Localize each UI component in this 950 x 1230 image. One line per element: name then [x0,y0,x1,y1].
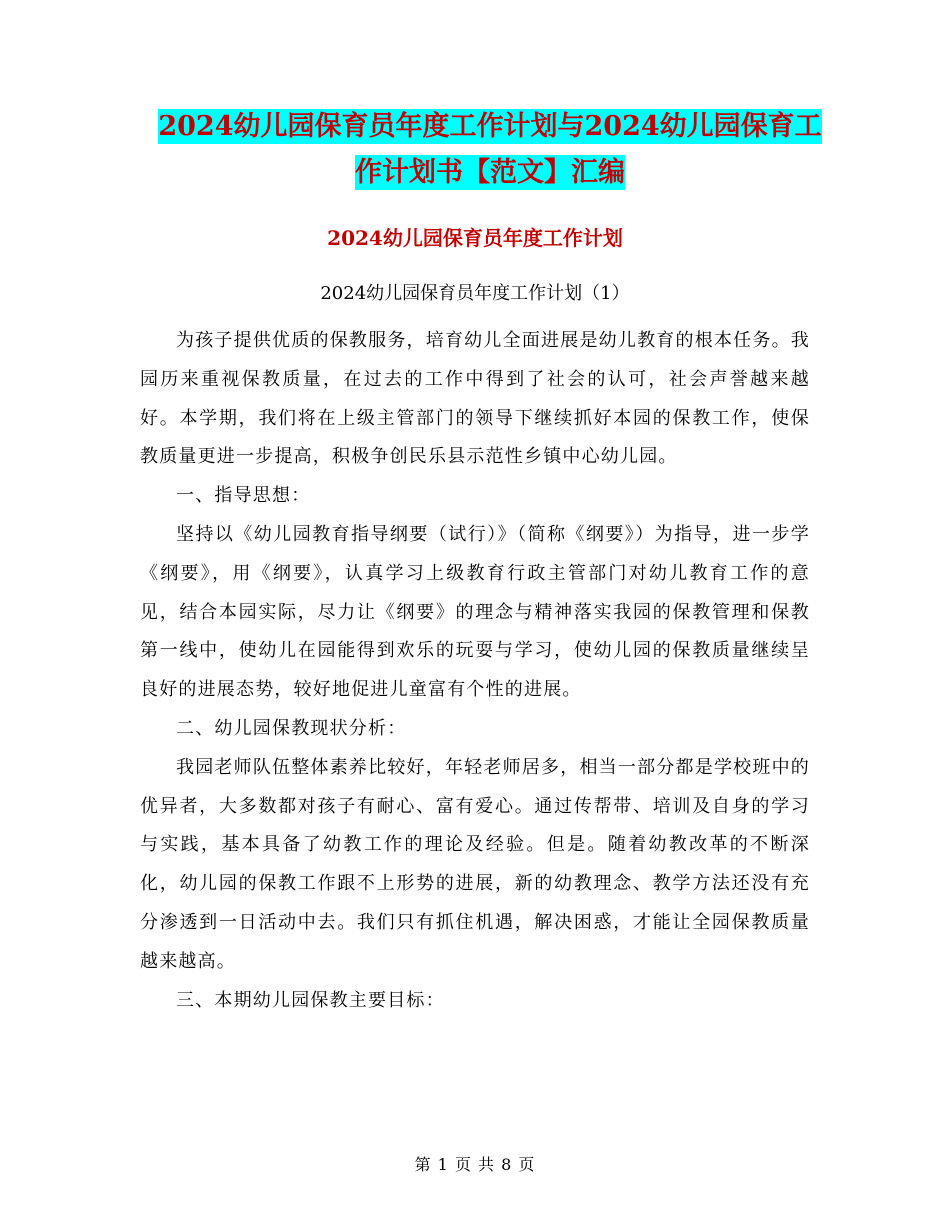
document-title [140,104,840,196]
heading-main-goals: 三、本期幼儿园保教主要目标： [176,989,445,1011]
body-text [140,322,810,1020]
document-title-line-1: 2024幼儿园保育员年度工作计划与2024幼儿园保育工 [158,111,822,142]
heading-guiding-thought: 一、指导思想： [176,485,311,507]
paragraph-intro: 为孩子提供优质的保教服务，培育幼儿全面进展是幼儿教育的根本任务。我园历来重视保教质量，在过去的工作中得到了社会的认可，社会声誉越来越好。本学期，我们将在上级主管部门的领导下继续抓好本园的保教工作，使保教质量更进一步提高，积极争创民乐县示范性乡镇中心幼儿园。 [140,330,810,468]
document-title-line-2: 作计划书【范文】汇编 [355,157,625,188]
paragraph-guiding-thought: 坚持以《幼儿园教育指导纲要（试行）》（简称《纲要》）为指导，进一步学《纲要》，用《纲要》，认真学习上级教育行政主管部门对幼儿教育工作的意见，结合本园实际，尽力让《纲要》的理念与精神落实我园的保教管理和保教第一线中，使幼儿在园能得到欢乐的玩耍与学习，使幼儿园的保教质量继续呈良好的进展态势，较好地促进儿童富有个性的进展。 [140,523,810,701]
page-footer: 第 1 页 共 8 页 [414,1155,536,1174]
sub-title: 2024幼儿园保育员年度工作计划（1） [320,283,630,304]
section-title: 2024幼儿园保育员年度工作计划 [327,226,623,250]
paragraph-status-analysis: 我园老师队伍整体素养比较好，年轻老师居多，相当一部分都是学校班中的优异者，大多数都对孩子有耐心、富有爱心。通过传帮带、培训及自身的学习与实践，基本具备了幼教工作的理论及经验。但是。随着幼教改革的不断深化，幼儿园的保教工作跟不上形势的进展，新的幼教理念、教学方法还没有充分渗透到一日活动中去。我们只有抓住机遇，解决困惑，才能让全园保教质量越来越高。 [140,756,810,972]
heading-status-analysis: 二、幼儿园保教现状分析： [176,717,407,739]
